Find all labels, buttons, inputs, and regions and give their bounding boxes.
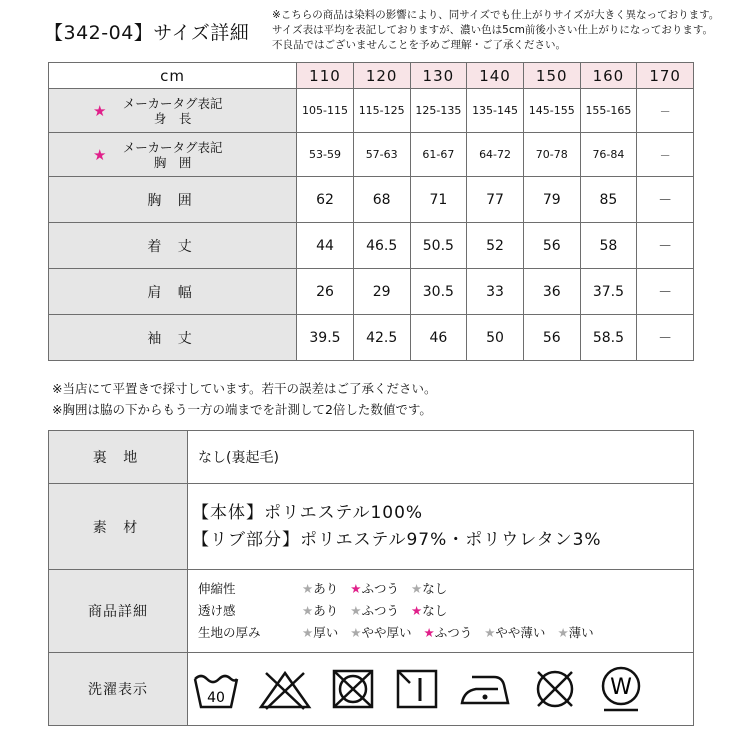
size-value: 115-125	[353, 89, 410, 133]
size-table	[48, 62, 694, 361]
star-icon: ★	[410, 581, 423, 596]
size-value: 58	[580, 223, 637, 269]
wash-40-icon	[192, 667, 240, 711]
option-text: やや厚い	[361, 625, 412, 640]
detail-label: 商品詳細	[49, 570, 188, 653]
size-row	[49, 133, 694, 177]
detail-label-text: 透け感	[198, 603, 236, 618]
size-value: 135-145	[467, 89, 524, 133]
detail-option	[350, 622, 411, 644]
size-value: 105-115	[297, 89, 354, 133]
wet-clean-icon	[598, 664, 644, 714]
top-notes	[272, 8, 719, 53]
row-label: 着 丈	[49, 223, 297, 269]
row-sublabel-text: 身 長	[153, 110, 192, 126]
option-text: あり	[313, 581, 339, 596]
size-value: 68	[353, 177, 410, 223]
detail-value	[188, 570, 694, 653]
star-icon: ★	[423, 625, 435, 640]
detail-option	[302, 578, 338, 600]
size-value: 71	[410, 177, 467, 223]
option-text: ふつう	[434, 625, 473, 640]
svg-text:W: W	[610, 675, 632, 700]
unit-header: cm	[49, 63, 297, 89]
detail-option	[350, 578, 399, 600]
top-note: サイズ表は平均を表記しておりますが、濃い色は5cm前後小さい仕上がりになっております。	[272, 24, 713, 36]
star-icon: ★	[93, 145, 107, 164]
detail-option	[484, 622, 545, 644]
page-title: 【342-04】サイズ詳細	[44, 22, 250, 44]
size-header: 120	[353, 63, 410, 89]
size-value: 155-165	[580, 89, 637, 133]
size-value: 77	[467, 177, 524, 223]
size-header: 110	[297, 63, 354, 89]
no-dry-clean-icon	[530, 667, 580, 711]
detail-option	[411, 600, 447, 622]
detail-option	[411, 578, 447, 600]
size-value: －	[637, 89, 694, 133]
size-header: 170	[637, 63, 694, 89]
option-text: あり	[313, 603, 339, 618]
size-row	[49, 89, 694, 133]
no-bleach-icon	[258, 667, 312, 711]
detail-option	[557, 622, 593, 644]
size-row	[49, 269, 694, 315]
option-text: やや薄い	[495, 625, 546, 640]
size-value: 36	[523, 269, 580, 315]
row-label-text: メーカータグ表記	[122, 139, 223, 155]
size-row	[49, 315, 694, 361]
star-icon: ★	[410, 603, 423, 618]
detail-label-text: 生地の厚み	[198, 625, 261, 640]
size-value: 70-78	[523, 133, 580, 177]
star-icon: ★	[557, 625, 569, 640]
iron-low-icon	[458, 667, 512, 711]
top-note: ※こちらの商品は染料の影響により、同サイズでも仕上がりサイズが大きく異なっております。	[272, 9, 720, 21]
star-icon: ★	[302, 603, 314, 618]
top-note: 不良品ではございませんことを予めご理解・ご了承ください。	[272, 39, 566, 51]
detail-row	[198, 578, 693, 600]
detail-option	[350, 600, 399, 622]
material-line: 【本体】ポリエステル100%	[192, 502, 424, 523]
size-value: 33	[467, 269, 524, 315]
row-sublabel-text: 胸 囲	[153, 154, 192, 170]
size-value: －	[637, 177, 694, 223]
size-value: 145-155	[523, 89, 580, 133]
option-text: なし	[422, 603, 448, 618]
size-value: 85	[580, 177, 637, 223]
size-value: 58.5	[580, 315, 637, 361]
star-icon: ★	[93, 101, 107, 120]
size-value: 76-84	[580, 133, 637, 177]
measurement-notes	[52, 378, 436, 420]
lining-value: なし(裏起毛)	[188, 431, 694, 484]
size-value: 52	[467, 223, 524, 269]
size-value: 53-59	[297, 133, 354, 177]
size-value: 56	[523, 315, 580, 361]
size-value: 125-135	[410, 89, 467, 133]
detail-option	[302, 600, 338, 622]
size-value: 64-72	[467, 133, 524, 177]
detail-option	[302, 622, 338, 644]
size-value: 57-63	[353, 133, 410, 177]
detail-row	[198, 622, 693, 644]
row-label: 袖 丈	[49, 315, 297, 361]
product-info-table	[48, 430, 694, 726]
size-value: 46.5	[353, 223, 410, 269]
star-icon: ★	[484, 625, 496, 640]
size-value: 39.5	[297, 315, 354, 361]
option-text: 厚い	[313, 625, 339, 640]
size-header: 150	[523, 63, 580, 89]
size-value: －	[637, 315, 694, 361]
option-text: 薄い	[568, 625, 594, 640]
detail-label-text: 伸縮性	[198, 581, 236, 596]
size-header: 140	[467, 63, 524, 89]
size-value: 46	[410, 315, 467, 361]
row-label: 胸 囲	[49, 177, 297, 223]
row-label	[49, 89, 297, 133]
size-value: 26	[297, 269, 354, 315]
size-value: 61-67	[410, 133, 467, 177]
row-label-text: メーカータグ表記	[122, 95, 223, 111]
size-value: 42.5	[353, 315, 410, 361]
size-value: 62	[297, 177, 354, 223]
wash-icons	[188, 653, 694, 726]
star-icon: ★	[350, 625, 362, 640]
size-value: 30.5	[410, 269, 467, 315]
line-dry-icon	[394, 667, 440, 711]
size-value: －	[637, 133, 694, 177]
star-icon: ★	[302, 625, 314, 640]
row-label	[49, 133, 297, 177]
wash-temperature: 40	[207, 690, 225, 706]
size-value: 44	[297, 223, 354, 269]
material-value	[188, 484, 694, 570]
size-value: 56	[523, 223, 580, 269]
star-icon: ★	[350, 603, 362, 618]
material-label: 素 材	[49, 484, 188, 570]
size-value: 50.5	[410, 223, 467, 269]
measurement-note: ※胸囲は脇の下からもう一方の端までを計測して2倍した数値です。	[52, 402, 432, 417]
detail-option	[423, 622, 472, 644]
measurement-note: ※当店にて平置きで採寸しています。若干の誤差はご了承ください。	[52, 381, 437, 396]
row-label: 肩 幅	[49, 269, 297, 315]
lining-label: 裏 地	[49, 431, 188, 484]
option-text: なし	[422, 581, 448, 596]
size-value: －	[637, 269, 694, 315]
wash-label: 洗濯表示	[49, 653, 188, 726]
size-value: 50	[467, 315, 524, 361]
size-value: －	[637, 223, 694, 269]
size-value: 37.5	[580, 269, 637, 315]
size-header: 130	[410, 63, 467, 89]
detail-row	[198, 600, 693, 622]
star-icon: ★	[302, 581, 314, 596]
option-text: ふつう	[361, 603, 399, 618]
no-tumble-dry-icon	[330, 667, 376, 711]
size-row	[49, 223, 694, 269]
size-row	[49, 177, 694, 223]
material-line: 【リブ部分】ポリエステル97%・ポリウレタン3%	[192, 529, 602, 550]
star-icon: ★	[350, 581, 362, 596]
size-value: 29	[353, 269, 410, 315]
size-value: 79	[523, 177, 580, 223]
size-header: 160	[580, 63, 637, 89]
option-text: ふつう	[361, 581, 399, 596]
